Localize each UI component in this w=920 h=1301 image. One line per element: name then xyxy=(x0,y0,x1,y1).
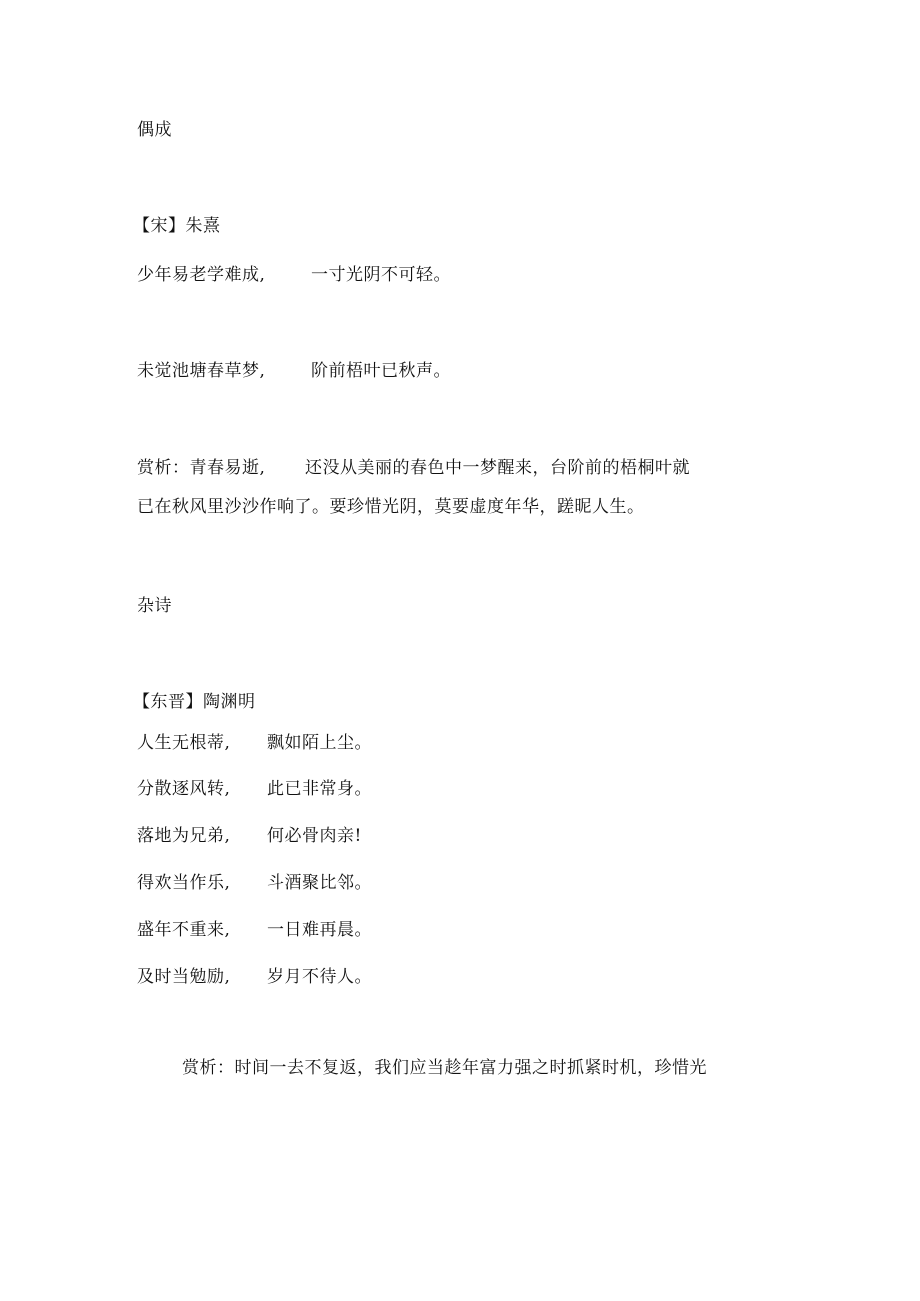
verse-second-half: 岁月不待人。 xyxy=(267,967,372,987)
verse-first-half: 人生无根蒂, xyxy=(137,733,231,753)
poem-author: 【东晋】陶渊明 xyxy=(133,692,256,712)
verse-first-half: 盛年不重来, xyxy=(137,920,231,940)
verse-second-half: 一寸光阴不可轻。 xyxy=(311,265,451,285)
verse-second-half: 何必骨肉亲! xyxy=(267,826,362,846)
verse-second-half: 一日难再晨。 xyxy=(267,920,372,940)
appreciation-text: 已在秋风里沙沙作响了。要珍惜光阴，莫要虚度年华，蹉昵人生。 xyxy=(137,497,645,517)
poem-title: 杂诗 xyxy=(137,596,172,616)
appreciation-text: 赏析：青春易逝, xyxy=(137,458,266,478)
verse-first-half: 少年易老学难成, xyxy=(137,265,266,285)
verse-first-half: 未觉池塘春草梦, xyxy=(137,361,266,381)
verse-first-half: 及时当勉励, xyxy=(137,967,231,987)
appreciation-text: 还没从美丽的春色中一梦醒来，台阶前的梧桐叶就 xyxy=(305,458,690,478)
verse-second-half: 飘如陌上尘。 xyxy=(267,733,372,753)
verse-second-half: 阶前梧叶已秋声。 xyxy=(311,361,451,381)
poem-author: 【宋】朱熹 xyxy=(133,216,221,236)
appreciation-text: 赏析：时间一去不复返，我们应当趁年富力强之时抓紧时机，珍惜光 xyxy=(182,1058,707,1078)
verse-second-half: 此已非常身。 xyxy=(267,779,372,799)
verse-second-half: 斗酒聚比邻。 xyxy=(267,873,372,893)
verse-first-half: 得欢当作乐, xyxy=(137,873,231,893)
verse-first-half: 落地为兄弟, xyxy=(137,826,231,846)
verse-first-half: 分散逐风转, xyxy=(137,779,231,799)
poem-title: 偶成 xyxy=(137,120,172,140)
